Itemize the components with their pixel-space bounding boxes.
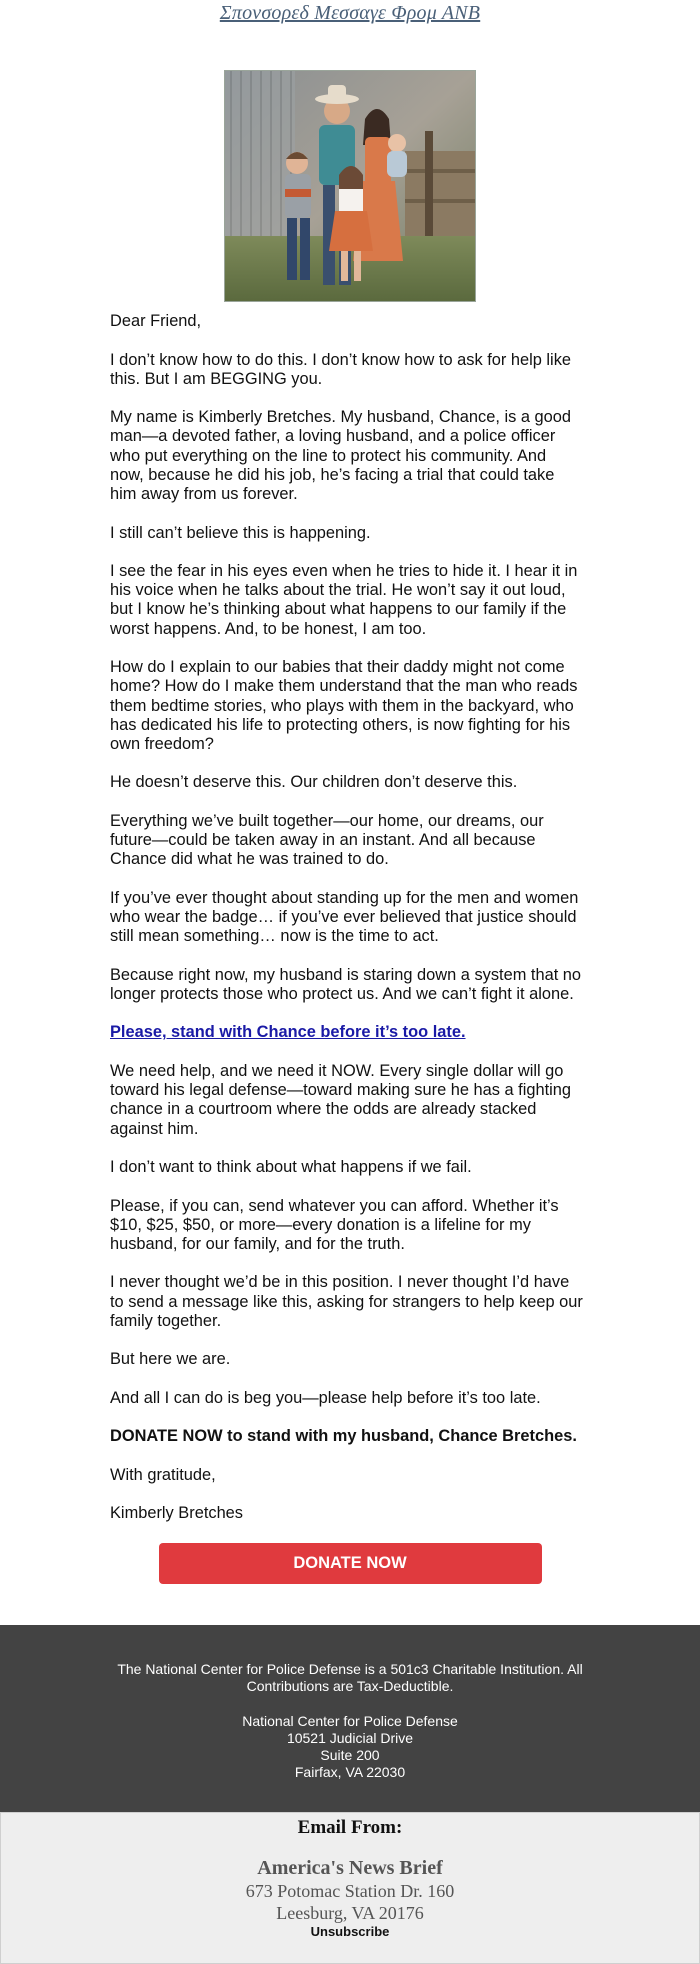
email-from-label: Email From: <box>297 1817 403 1838</box>
family-photo <box>224 70 476 302</box>
letter-paragraph: I don’t want to think about what happens if we fail. <box>110 1158 472 1177</box>
donate-now-button[interactable]: DONATE NOW <box>159 1543 542 1584</box>
sender-footer <box>0 1812 700 1964</box>
org-address-line: 10521 Judicial Drive <box>286 1730 414 1746</box>
stand-with-chance-link[interactable]: Please, stand with Chance before it’s too late. <box>110 1023 466 1042</box>
letter-paragraph: He doesn’t deserve this. Our children don’t deserve this. <box>110 773 518 792</box>
family-photo-illustration <box>225 71 475 301</box>
letter-paragraph: I never thought we’d be in this position. I never thought I’d have to send a message like this, asking for strangers to help keep our family together. <box>110 1273 583 1330</box>
letter-paragraph: I don’t know how to do this. I don’t know how to ask for help like this. But I am BEGGING you. <box>110 350 572 388</box>
org-address-block <box>0 1713 700 1781</box>
sponsored-title[interactable]: Σπονσορεδ Μεσσαγε Φρομ ΑΝΒ <box>219 2 481 24</box>
sender-name: America's News Brief <box>257 1857 443 1879</box>
org-address-line: Fairfax, VA 22030 <box>294 1764 406 1780</box>
letter-paragraph: I still can’t believe this is happening. <box>110 523 371 542</box>
letter-paragraph: My name is Kimberly Bretches. My husband, Chance, is a good man—a devoted father, a loving husband, and a police officer who put everything on the line to protect his community. And now, because he did his job, he’s facing a trial that could take him away from us forever. <box>110 408 571 504</box>
tax-disclaimer: The National Center for Police Defense is a 501c3 Charitable Institution. All Contributions are Tax-Deductible. <box>117 1661 583 1694</box>
donate-button-container <box>0 1543 700 1584</box>
letter-closing: With gratitude, <box>110 1465 216 1484</box>
letter-paragraph: Please, if you can, send whatever you can afford. Whether it’s $10, $25, $50, or more—every donation is a lifeline for my husband, for our family, and for the truth. <box>110 1196 559 1253</box>
letter-paragraph: Everything we’ve built together—our home, our dreams, our future—could be taken away in an instant. And all because Chance did what he was trained to do. <box>110 811 544 869</box>
donate-now-statement: DONATE NOW to stand with my husband, Chance Bretches. <box>110 1427 577 1446</box>
cta-link-paragraph <box>110 1023 584 1042</box>
unsubscribe-link[interactable]: Unsubscribe <box>310 1924 390 1939</box>
letter-body <box>110 312 584 1524</box>
letter-paragraph: How do I explain to our babies that their daddy might not come home? How do I make them understand that the man who reads them bedtime stories, who plays with them in the backyard, who has dedicated his life to protecting others, is now fighting for his own freedom? <box>110 658 578 753</box>
letter-paragraph: If you’ve ever thought about standing up for the men and women who wear the badge… if you’ve ever believed that justice should still mean something… now is the time to act. <box>110 888 579 946</box>
sponsored-header <box>0 0 700 40</box>
org-name: National Center for Police Defense <box>242 1713 458 1729</box>
letter-signature: Kimberly Bretches <box>110 1504 243 1523</box>
sender-city: Leesburg, VA 20176 <box>276 1903 424 1923</box>
org-address-line: Suite 200 <box>320 1747 380 1763</box>
letter-paragraph: I see the fear in his eyes even when he tries to hide it. I hear it in his voice when he talks about the trial. He won’t say it out loud, but I know he’s thinking about what happens to our family if the worst happens. And, to be honest, I am too. <box>110 562 578 638</box>
sender-street: 673 Potomac Station Dr. 160 <box>245 1881 455 1901</box>
letter-paragraph: And all I can do is beg you—please help before it’s too late. <box>110 1388 541 1407</box>
letter-paragraph: Because right now, my husband is staring down a system that no longer protects those who protect us. And we can’t fight it alone. <box>110 965 582 1003</box>
charity-footer <box>0 1625 700 1812</box>
letter-paragraph: We need help, and we need it NOW. Every single dollar will go toward his legal defense—toward making sure he has a fighting chance in a courtroom where the odds are already stacked against him. <box>110 1061 572 1138</box>
letter-paragraph: Dear Friend, <box>110 312 202 330</box>
letter-paragraph: But here we are. <box>110 1350 231 1369</box>
